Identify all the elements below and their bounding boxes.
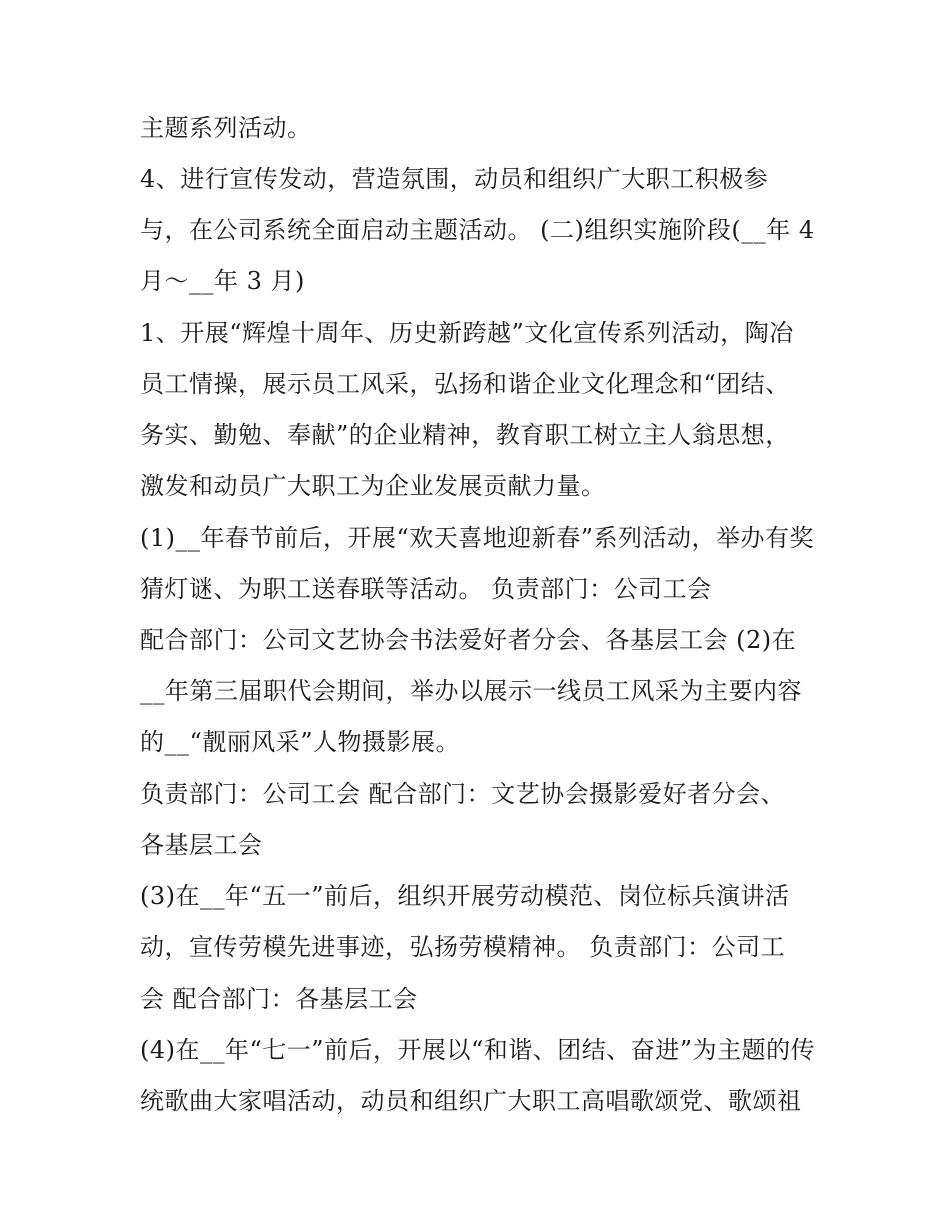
text-line: 的__“靓丽风采”人物摄影展。 (140, 728, 461, 756)
text-line: 各基层工会 (140, 831, 263, 859)
text-line: 会 配合部门：各基层工会 (140, 985, 418, 1013)
text-line: __年第三届职代会期间，举办以展示一线员工风采为主要内容 (140, 677, 802, 705)
text-line: 与，在公司系统全面启动主题活动。 (二)组织实施阶段(__年 4 (140, 216, 815, 244)
text-line: 统歌曲大家唱活动，动员和组织广大职工高唱歌颂党、歌颂祖 (140, 1087, 802, 1115)
text-line: 配合部门：公司文艺协会书法爱好者分会、各基层工会 (2)在 (140, 626, 797, 654)
text-line: 动，宣传劳模先进事迹，弘扬劳模精神。 负责部门：公司工 (140, 933, 786, 961)
text-line: 4、进行宣传发动，营造氛围，动员和组织广大职工积极参 (140, 165, 769, 193)
text-line: 员工情操，展示员工风采，弘扬和谐企业文化理念和“团结、 (140, 370, 790, 398)
text-line: 1、开展“辉煌十周年、历史新跨越”文化宣传系列活动，陶冶 (140, 319, 794, 347)
text-line: 猜灯谜、为职工送春联等活动。 负责部门：公司工会 (140, 575, 712, 603)
text-line: 负责部门：公司工会 配合部门：文艺协会摄影爱好者分会、 (140, 780, 786, 808)
text-line: (3)在__年“五一”前后，组织开展劳动模范、岗位标兵演讲活 (140, 882, 790, 910)
text-line: (1)__年春节前后，开展“欢天喜地迎新春”系列活动，举办有奖 (140, 524, 815, 552)
text-line: 主题系列活动。 (140, 114, 312, 142)
text-line: 月～__年 3 月) (140, 267, 305, 295)
text-line: 务实、勤勉、奉献”的企业精神，教育职工树立主人翁思想， (140, 421, 790, 449)
text-line: (4)在__年“七一”前后，开展以“和谐、团结、奋进”为主题的传 (140, 1036, 816, 1064)
text-line: 激发和动员广大职工为企业发展贡献力量。 (140, 472, 606, 500)
